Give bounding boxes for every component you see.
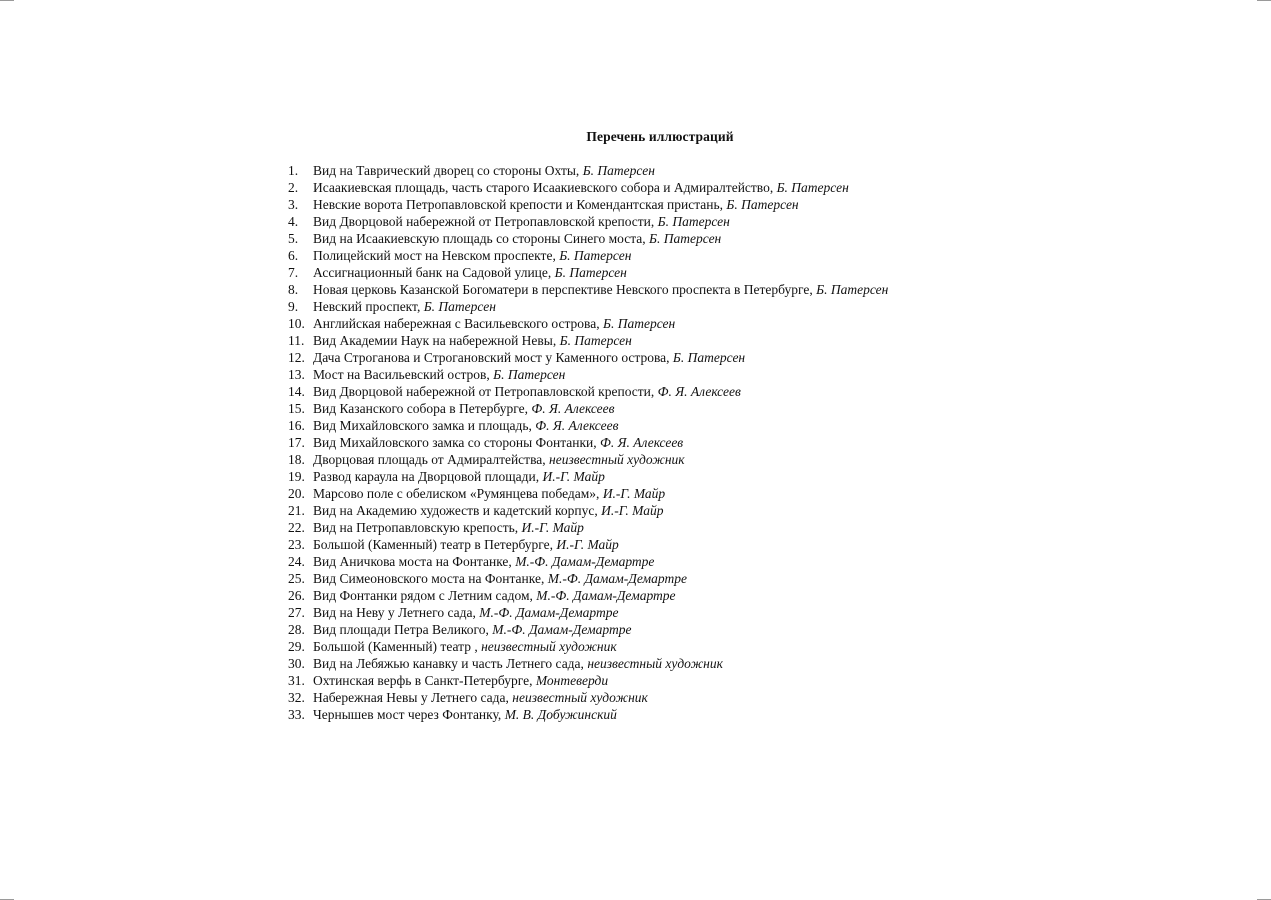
item-author: Б. Патерсен	[726, 197, 799, 212]
item-number: 23.	[288, 537, 305, 552]
item-title: Вид площади Петра Великого,	[313, 622, 493, 637]
item-title: Вид на Петропавловскую крепость,	[313, 520, 522, 535]
item-caption	[313, 689, 648, 706]
item-caption	[313, 315, 675, 332]
item-number: 26.	[288, 588, 305, 603]
item-title: Дача Строганова и Строгановский мост у Каменного острова,	[313, 350, 673, 365]
item-caption	[313, 383, 741, 400]
item-author: М.-Ф. Дамам-Демартре	[492, 622, 632, 637]
item-caption	[313, 298, 496, 315]
item-author: И.-Г. Майр	[521, 520, 584, 535]
item-number: 30.	[288, 656, 305, 671]
item-author: Б. Патерсен	[423, 299, 496, 314]
item-number: 10.	[288, 316, 305, 331]
item-number: 6.	[288, 248, 299, 263]
item-title: Большой (Каменный) театр ,	[313, 639, 482, 654]
item-title: Невские ворота Петропавловской крепости и Комендантская пристань,	[313, 197, 727, 212]
item-title: Английская набережная с Васильевского острова,	[313, 316, 603, 331]
item-caption	[313, 400, 615, 417]
item-author: М.-Ф. Дамам-Демартре	[515, 554, 655, 569]
item-title: Полицейский мост на Невском проспекте,	[313, 248, 560, 263]
item-number: 27.	[288, 605, 305, 620]
item-number: 1.	[288, 163, 299, 178]
item-title: Мост на Васильевский остров,	[313, 367, 494, 382]
item-author: Б. Патерсен	[816, 282, 889, 297]
item-caption	[313, 366, 565, 383]
item-caption	[313, 621, 631, 638]
crop-mark-top-right	[1257, 0, 1271, 1]
item-title: Марсово поле с обелиском «Румянцева победам»,	[313, 486, 603, 501]
item-caption	[313, 587, 676, 604]
item-number: 15.	[288, 401, 305, 416]
item-number: 11.	[288, 333, 305, 348]
item-author: И.-Г. Майр	[602, 486, 666, 501]
item-number: 3.	[288, 197, 299, 212]
item-caption	[313, 281, 888, 298]
item-caption	[313, 162, 655, 179]
item-author: М.-Ф. Дамам-Демартре	[479, 605, 619, 620]
item-title: Новая церковь Казанской Богоматери в перспективе Невского проспекта в Петербурге,	[313, 282, 817, 297]
item-number: 5.	[288, 231, 299, 246]
item-title: Дворцовая площадь от Адмиралтейства,	[313, 452, 550, 467]
item-title: Вид Дворцовой набережной от Петропавловской крепости,	[313, 214, 658, 229]
item-caption	[313, 655, 723, 672]
item-title: Охтинская верфь в Санкт-Петербурге,	[313, 673, 536, 688]
item-caption	[313, 213, 730, 230]
item-caption	[313, 485, 665, 502]
item-number: 22.	[288, 520, 305, 535]
item-number: 21.	[288, 503, 305, 518]
item-caption	[313, 536, 619, 553]
item-title: Большой (Каменный) театр в Петербурге,	[313, 537, 557, 552]
item-author: Ф. Я. Алексеев	[657, 384, 741, 399]
item-number: 24.	[288, 554, 305, 569]
item-caption	[313, 706, 617, 723]
item-caption	[313, 604, 618, 621]
item-title: Развод караула на Дворцовой площади,	[313, 469, 543, 484]
item-number: 28.	[288, 622, 305, 637]
item-caption	[313, 553, 654, 570]
item-caption	[313, 638, 617, 655]
item-title: Вид на Неву у Летнего сада,	[313, 605, 480, 620]
item-title: Ассигнационный банк на Садовой улице,	[313, 265, 555, 280]
item-author: И.-Г. Майр	[556, 537, 619, 552]
item-title: Набережная Невы у Летнего сада,	[313, 690, 513, 705]
item-caption	[313, 247, 631, 264]
item-author: неизвестный художник	[549, 452, 685, 467]
item-author: Б. Патерсен	[493, 367, 566, 382]
item-author: И.-Г. Майр	[601, 503, 664, 518]
page-title: Перечень иллюстраций	[586, 129, 734, 144]
item-author: неизвестный художник	[512, 690, 648, 705]
item-author: Б. Патерсен	[776, 180, 849, 195]
item-caption	[313, 230, 721, 247]
item-author: неизвестный художник	[587, 656, 723, 671]
item-number: 12.	[288, 350, 305, 365]
item-number: 18.	[288, 452, 305, 467]
item-number: 33.	[288, 707, 305, 722]
item-number: 16.	[288, 418, 305, 433]
item-caption	[313, 196, 799, 213]
item-caption	[313, 519, 584, 536]
item-title: Вид Фонтанки рядом с Летним садом,	[313, 588, 537, 603]
item-caption	[313, 502, 663, 519]
item-author: Б. Патерсен	[554, 265, 627, 280]
item-number: 25.	[288, 571, 305, 586]
item-number: 19.	[288, 469, 305, 484]
item-title: Чернышев мост через Фонтанку,	[313, 707, 505, 722]
item-number: 31.	[288, 673, 305, 688]
item-number: 7.	[288, 265, 299, 280]
item-author: Б. Патерсен	[672, 350, 746, 365]
item-title: Вид на Таврический дворец со стороны Охты,	[313, 163, 583, 178]
item-caption	[313, 349, 745, 366]
item-author: Б. Патерсен	[559, 248, 632, 263]
item-title: Вид Михайловского замка и площадь,	[313, 418, 536, 433]
item-title: Вид на Исаакиевскую площадь со стороны Синего моста,	[313, 231, 650, 246]
item-author: Б. Патерсен	[559, 333, 632, 348]
item-number: 14.	[288, 384, 305, 399]
item-title: Вид Академии Наук на набережной Невы,	[313, 333, 560, 348]
item-caption	[313, 264, 627, 281]
item-number: 32.	[288, 690, 305, 705]
item-author: Б. Патерсен	[603, 316, 676, 331]
item-title: Вид Дворцовой набережной от Петропавловской крепости,	[313, 384, 658, 399]
item-author: Б. Патерсен	[657, 214, 730, 229]
item-caption	[313, 179, 849, 196]
item-caption	[313, 468, 605, 485]
item-number: 20.	[288, 486, 305, 501]
item-number: 29.	[288, 639, 305, 654]
item-title: Вид на Академию художеств и кадетский корпус,	[313, 503, 602, 518]
item-title: Вид Симеоновского моста на Фонтанке,	[313, 571, 548, 586]
item-author: Б. Патерсен	[649, 231, 722, 246]
item-caption	[313, 417, 618, 434]
item-title: Исаакиевская площадь, часть старого Исаакиевского собора и Адмиралтейство,	[313, 180, 777, 195]
item-author: неизвестный художник	[481, 639, 617, 654]
item-author: И.-Г. Майр	[542, 469, 605, 484]
item-author: М.-Ф. Дамам-Демартре	[547, 571, 687, 586]
item-author: Б. Патерсен	[582, 163, 655, 178]
item-title: Вид Казанского собора в Петербурге,	[313, 401, 532, 416]
item-number: 8.	[288, 282, 299, 297]
item-title: Вид Аничкова моста на Фонтанке,	[313, 554, 516, 569]
item-number: 4.	[288, 214, 299, 229]
item-number: 2.	[288, 180, 299, 195]
item-number: 9.	[288, 299, 299, 314]
item-title: Вид Михайловского замка со стороны Фонтанки,	[313, 435, 601, 450]
item-caption	[313, 332, 632, 349]
item-author: М. В. Добужинский	[504, 707, 617, 722]
item-title: Вид на Лебяжью канавку и часть Летнего сада,	[313, 656, 588, 671]
item-author: М.-Ф. Дамам-Демартре	[536, 588, 676, 603]
item-title: Невский проспект,	[313, 299, 424, 314]
item-author: Монтеверди	[535, 673, 609, 688]
item-caption	[313, 672, 608, 689]
item-caption	[313, 570, 687, 587]
item-number: 13.	[288, 367, 305, 382]
item-author: Ф. Я. Алексеев	[600, 435, 684, 450]
item-author: Ф. Я. Алексеев	[531, 401, 615, 416]
item-number: 17.	[288, 435, 305, 450]
item-author: Ф. Я. Алексеев	[535, 418, 619, 433]
crop-mark-top-left	[0, 0, 14, 1]
item-caption	[313, 451, 685, 468]
item-caption	[313, 434, 683, 451]
